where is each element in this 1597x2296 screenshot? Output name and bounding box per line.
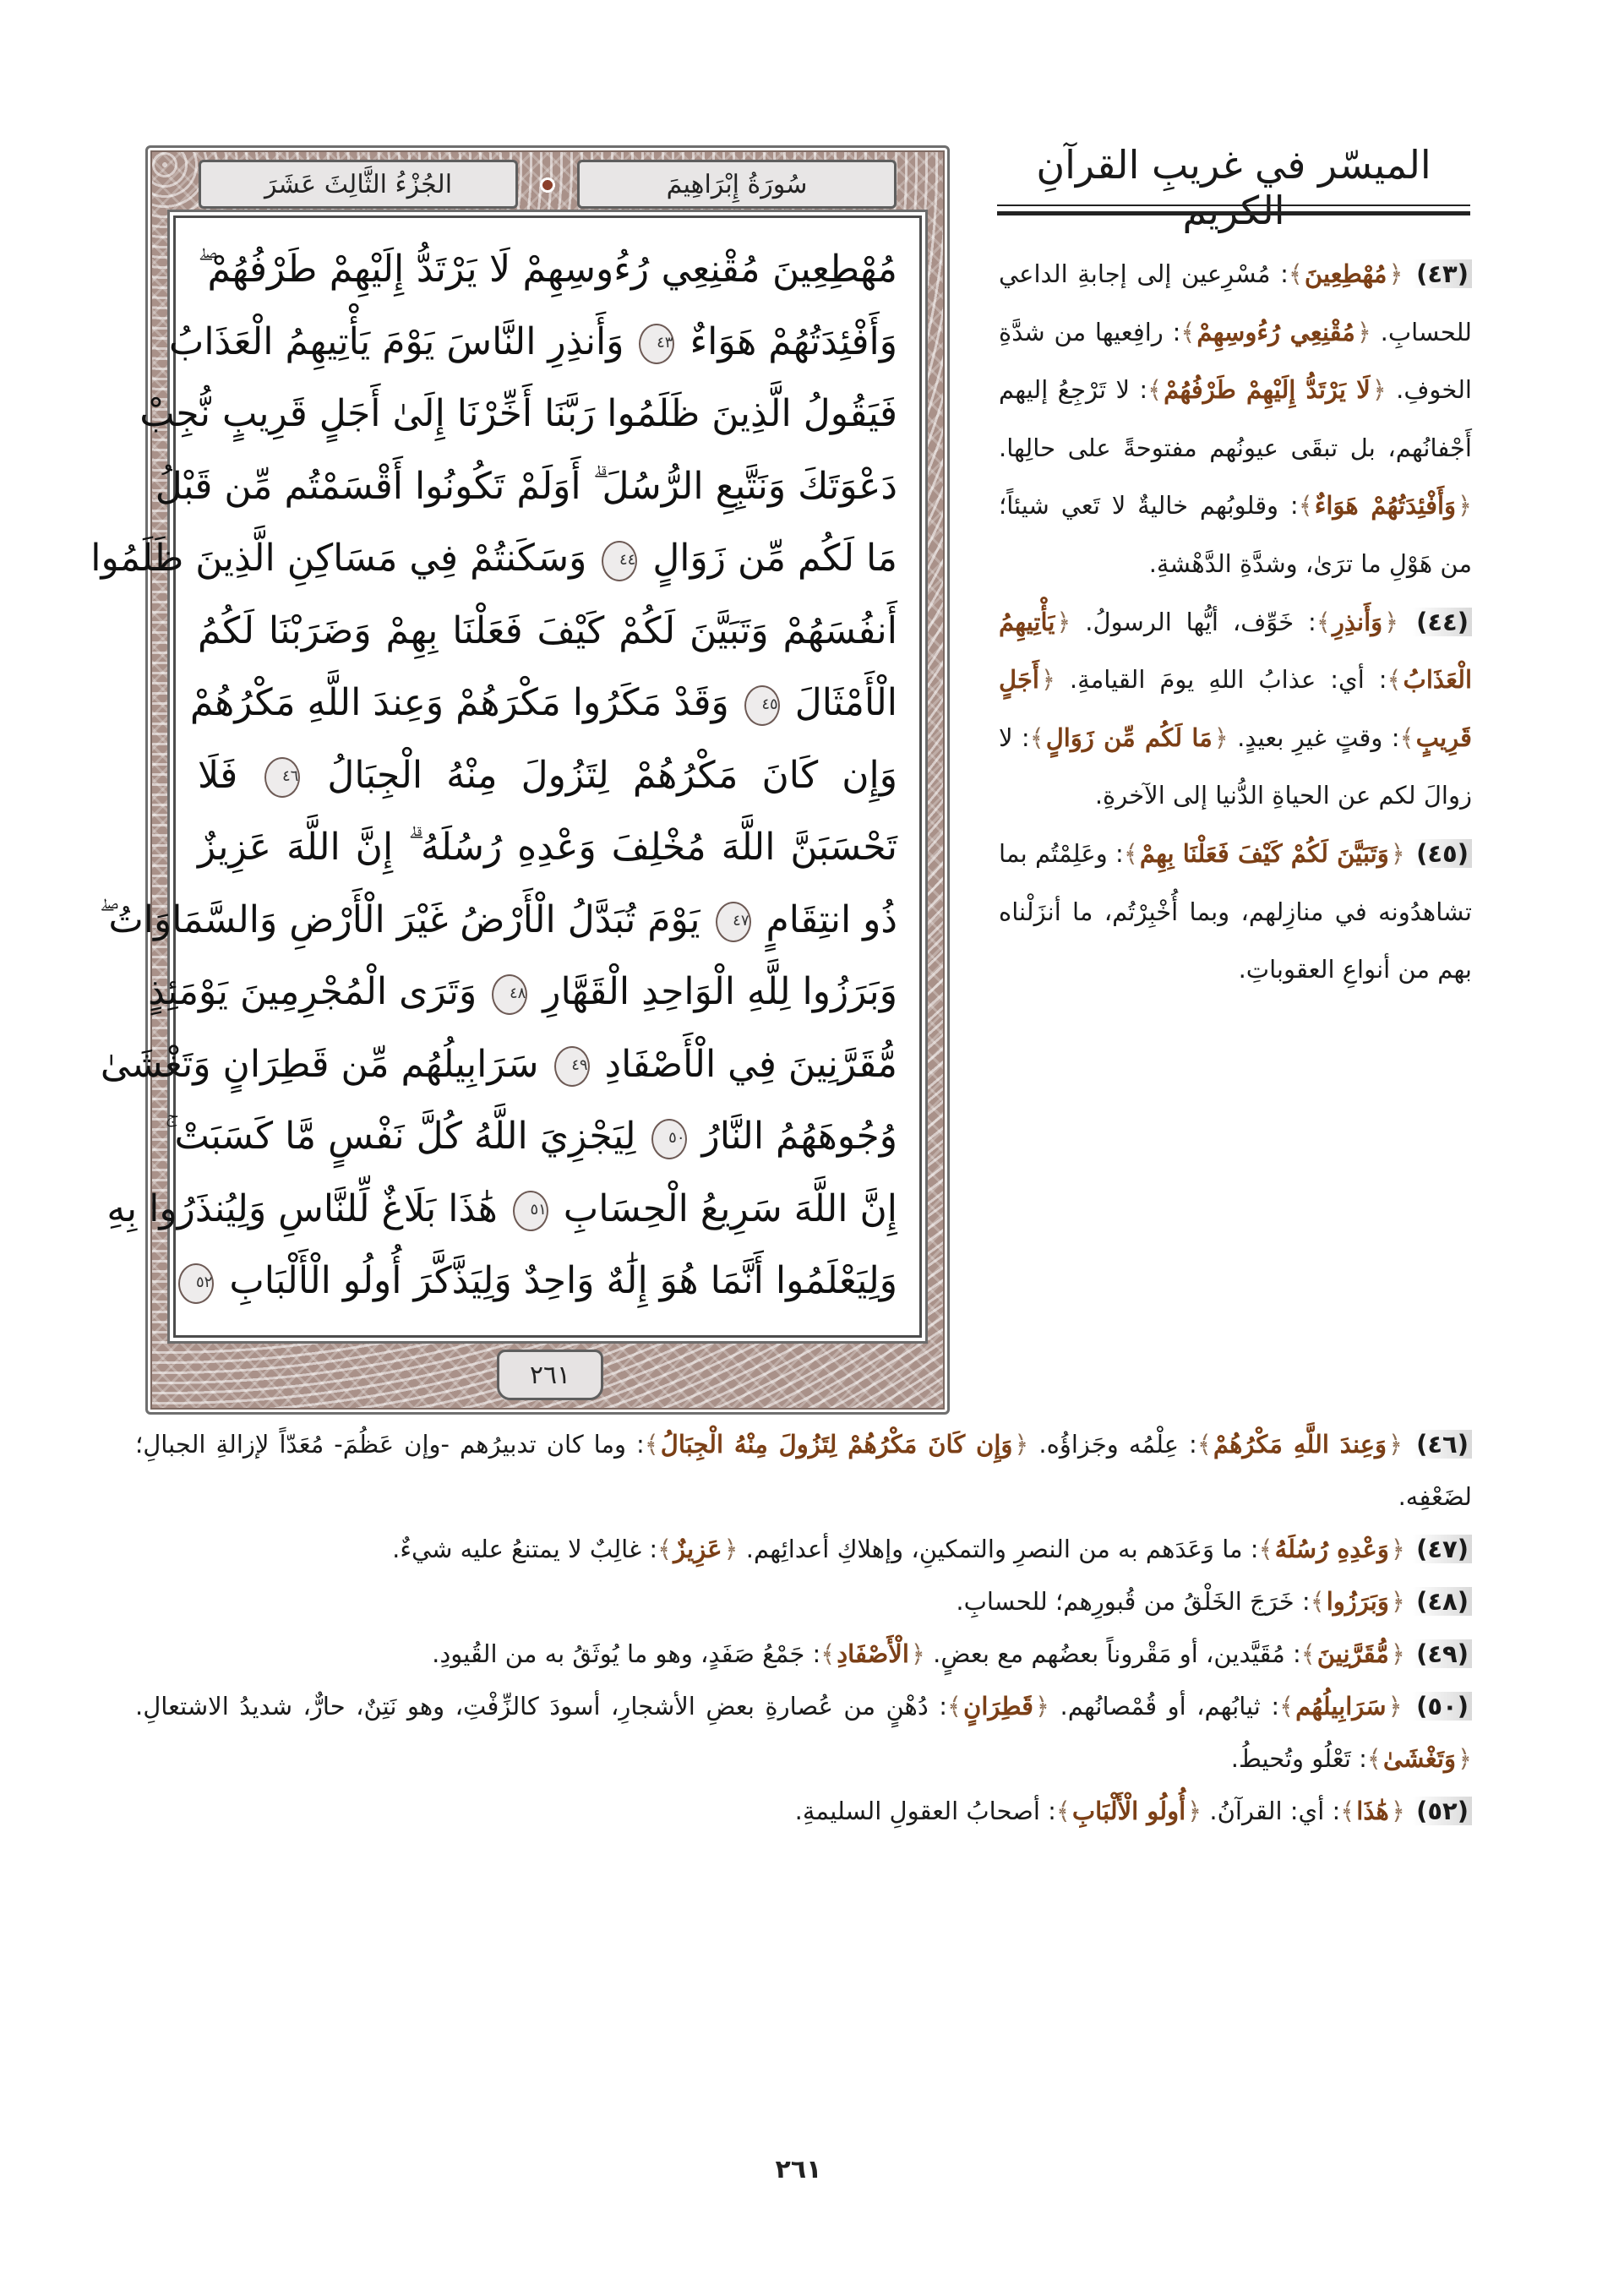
verse-number-badge: (٥٢) <box>1413 1797 1472 1825</box>
gloss-text: : جَمْعُ صَفَدٍ، وهو ما يُوثَقُ به من القُيودِ. <box>432 1639 821 1668</box>
gloss-text: : دُهْنٍ من عُصارةِ بعضِ الأشجارِ، أسودَ كالزِّفْتِ، وهو نَتِنٌ، حارٌّ، شديدُ الاشتعالِ. <box>135 1692 948 1721</box>
frame-page-number: ٢٦١ <box>497 1350 603 1400</box>
ayah-number-marker: ٥١ <box>513 1191 548 1231</box>
verse-text: وَقَدْ مَكَرُوا مَكْرَهُمْ وَعِندَ اللَّهِ مَكْرُهُمْ <box>189 681 741 724</box>
gloss-text: : أي: القرآنُ. <box>1202 1797 1341 1825</box>
quran-line <box>139 378 897 450</box>
quran-line <box>189 667 897 739</box>
gloss-text: : لا زوالَ لكم عن الحياةِ الدُّنيا إلى الآخرةِ. <box>999 723 1472 810</box>
verse-text: وَلِيَعْلَمُوا أَنَّمَا هُوَ إِلَٰهٌ وَاحِدٌ وَلِيَذَّكَّرَ أُولُو الْأَلْبَابِ <box>229 1259 897 1302</box>
quran-term: ﴿ مُقْنِعِي رُءُوسِهِمْ ﴾ <box>1180 318 1371 346</box>
quran-term: ﴿ لَا يَرْتَدُّ إِلَيْهِمْ طَرْفُهُمْ ﴾ <box>1147 375 1387 404</box>
flower-ornament-icon <box>524 166 571 204</box>
verse-text: وَإِن كَانَ مَكْرُهُمْ لِتَزُولَ مِنْهُ الْجِبَالُ <box>327 753 897 797</box>
quran-lines <box>90 218 919 1317</box>
quran-line <box>106 1173 897 1246</box>
notes-side-column <box>999 245 1472 999</box>
gloss-text: : خَوِّف، أيُّها الرسولُ. <box>1071 607 1316 636</box>
verse-text: مُهْطِعِينَ مُقْنِعِي رُءُوسِهِمْ لَا يَرْتَدُّ إِلَيْهِمْ طَرْفُهُمْ ۖ <box>198 248 897 291</box>
gloss-note <box>135 1418 1472 1523</box>
quran-term: ﴿ هَٰذَا ﴾ <box>1340 1797 1405 1825</box>
verse-number-badge: (٥٠) <box>1413 1692 1472 1721</box>
verse-text: مَا لَكُم مِّن زَوَالٍ <box>652 537 897 580</box>
quran-line <box>198 233 897 306</box>
quran-term: ﴿ وَعْدِهِ رُسُلَهُ ﴾ <box>1259 1535 1405 1563</box>
gloss-text: : تَعْلُو وتُحيطُ. <box>1230 1744 1367 1773</box>
quran-term: ﴿ أَجَلٍ قَرِيبٍ ﴾ <box>999 665 1472 752</box>
gloss-text: : غالِبٌ لا يمتنعُ عليه شيءٌ. <box>392 1535 658 1563</box>
verse-text: تَحْسَبَنَّ اللَّهَ مُخْلِفَ وَعْدِهِ رُسُلَهُ ۗ إِنَّ اللَّهَ عَزِيزٌ <box>198 826 897 869</box>
verse-number-badge: (٤٨) <box>1413 1587 1472 1616</box>
gloss-text: : عِلْمُه وجَزاؤُه. <box>1028 1430 1197 1459</box>
quran-term: ﴿ وَتَبَيَّنَ لَكُمْ كَيْفَ فَعَلْنَا بِهِمْ ﴾ <box>1124 839 1405 868</box>
verse-text: وَبَرَزُوا لِلَّهِ الْوَاحِدِ الْقَهَّارِ <box>542 970 897 1013</box>
verse-text: وَأَنذِرِ النَّاسَ يَوْمَ يَأْتِيهِمُ الْعَذَابُ <box>168 319 636 363</box>
quran-line <box>90 522 897 595</box>
verse-text: سَرَابِيلُهُم مِّن قَطِرَانٍ وَتَغْشَىٰ <box>100 1042 551 1086</box>
book-title: الميسّر في غريبِ القرآنِ الكريم <box>1036 142 1431 233</box>
quran-term: ﴿ يَأْتِيهِمُ الْعَذَابُ ﴾ <box>999 608 1472 695</box>
ayah-number-marker: ٥٢ <box>178 1263 214 1304</box>
ayah-number-marker: ٤٧ <box>716 902 751 942</box>
notes-full-width <box>135 1418 1472 1837</box>
gloss-note <box>999 825 1472 999</box>
verse-text: وَأَفْئِدَتُهُمْ هَوَاءٌ <box>689 319 897 363</box>
surah-name: سُورَةُ إِبْرَاهِيمَ <box>577 160 897 209</box>
quran-term: ﴿ وَتَغْشَىٰ ﴾ <box>1367 1744 1472 1773</box>
verse-text: وَتَرَى الْمُجْرِمِينَ يَوْمَئِذٍ <box>148 970 489 1013</box>
ayah-number-marker: ٥٠ <box>651 1119 687 1159</box>
gloss-note <box>135 1680 1472 1785</box>
quran-line <box>165 1100 897 1173</box>
gloss-text: : رافِعيها من شدَّةِ الخوفِ. <box>999 317 1472 405</box>
quran-term: ﴿ وَعِندَ اللَّهِ مَكْرُهُمْ ﴾ <box>1197 1430 1403 1459</box>
quran-text-page <box>90 215 922 1338</box>
gloss-note <box>135 1523 1472 1575</box>
verse-text: إِنَّ اللَّهَ سَرِيعُ الْحِسَابِ <box>563 1186 897 1230</box>
verse-number-badge: (٤٤) <box>1413 608 1472 636</box>
ayah-number-marker: ٤٥ <box>744 685 780 726</box>
gloss-text: : وعَلِمْتُم بما تشاهدُونه في منازِلهم، وبما أُخْبِرْتُم، ما أنزَلْناه بهم من أنواعِ العقوباتِ. <box>999 838 1472 984</box>
juz-name: الجُزْءُ الثَّالِثَ عَشَرَ <box>199 160 518 209</box>
gloss-text: : ما وَعَدَهم به من النصرِ والتمكينِ، وإهلاكِ أعدائِهم. <box>738 1535 1259 1563</box>
gloss-note <box>999 593 1472 825</box>
ayah-number-marker: ٤٩ <box>554 1046 590 1087</box>
quran-term: ﴿ وَإِن كَانَ مَكْرُهُمْ لِتَزُولَ مِنْهُ الْجِبَالُ ﴾ <box>645 1430 1029 1459</box>
ayah-number-marker: ٤٦ <box>264 757 300 798</box>
gloss-text: : خَرَجَ الخَلْقُ من قُبورِهم؛ للحسابِ. <box>956 1587 1311 1616</box>
verse-number-badge: (٤٥) <box>1413 839 1472 868</box>
quran-term: ﴿ وَأَنذِرِ ﴾ <box>1316 608 1398 636</box>
verse-text: ذُو انتِقَامٍ <box>766 897 897 941</box>
quran-term: ﴿ وَبَرَزُوا ﴾ <box>1311 1587 1405 1616</box>
gloss-text: : أي: عذابُ اللهِ يومَ القيامةِ. <box>1055 665 1387 695</box>
page-number: ٢٦١ <box>775 2155 822 2184</box>
gloss-text: : لا تَرْجِعُ إليهم أَجْفانُهم، بل تبقَى عيونُهم مفتوحةً على حالِها. <box>999 375 1472 462</box>
verse-text: وَسَكَنتُمْ فِي مَسَاكِنِ الَّذِينَ ظَلَمُوا <box>90 537 599 580</box>
mushaf-frame <box>90 145 950 1415</box>
quran-line <box>168 306 897 379</box>
verse-text: فَيَقُولُ الَّذِينَ ظَلَمُوا رَبَّنَا أَخِّرْنَا إِلَىٰ أَجَلٍ قَرِيبٍ نُّجِبْ <box>139 392 897 435</box>
verse-text: هَٰذَا بَلَاغٌ لِّلنَّاسِ وَلِيُنذَرُوا بِهِ <box>106 1186 510 1230</box>
ayah-number-marker: ٤٣ <box>639 324 674 364</box>
ayah-number-marker: ٤٤ <box>602 541 637 581</box>
quran-term: ﴿ وَأَفْئِدَتُهُمْ هَوَاءٌ ﴾ <box>1299 491 1472 520</box>
gloss-text: : أصحابُ العقولِ السليمةِ. <box>794 1797 1056 1825</box>
gloss-note <box>999 245 1472 593</box>
quran-line <box>99 884 897 957</box>
verse-text: وُجُوهَهُمُ النَّارُ <box>701 1115 897 1158</box>
verse-number-badge: (٤٧) <box>1413 1535 1472 1563</box>
quran-term: ﴿ سَرَابِيلُهُم ﴾ <box>1279 1692 1402 1721</box>
quran-term: ﴿ عَزِيزٌ ﴾ <box>657 1535 738 1563</box>
quran-term: ﴿ مُّقَرَّنِينَ ﴾ <box>1301 1639 1405 1668</box>
verse-text: أَنفُسَهُمْ وَتَبَيَّنَ لَكُمْ كَيْفَ فَعَلْنَا بِهِمْ وَضَرَبْنَا لَكُمُ <box>198 608 897 652</box>
quran-line <box>198 595 897 668</box>
quran-line <box>155 450 897 523</box>
frame-footer <box>148 1344 947 1404</box>
verse-text: مُّقَرَّنِينَ فِي الْأَصْفَادِ <box>604 1042 897 1086</box>
gloss-text: : وقتٍ غيرِ بعيدٍ. <box>1228 723 1400 752</box>
verse-text: دَعْوَتَكَ وَنَتَّبِعِ الرُّسُلَ ۗ أَوَلَمْ تَكُونُوا أَقْسَمْتُم مِّن قَبْلُ <box>155 464 897 508</box>
gloss-text: : مُقَيَّدين، أو مَقْروناً بعضُهم مع بعضٍ. <box>924 1639 1301 1668</box>
quran-term: ﴿ أُولُو الْأَلْبَابِ ﴾ <box>1056 1797 1202 1825</box>
verse-number-badge: (٤٣) <box>1413 259 1472 288</box>
quran-term: ﴿ قَطِرَانٍ ﴾ <box>947 1692 1049 1721</box>
quran-term: ﴿ مَا لَكُم مِّن زَوَالٍ ﴾ <box>1030 723 1229 752</box>
ayah-number-marker: ٤٨ <box>492 974 527 1015</box>
quran-line <box>195 1245 897 1317</box>
quran-term: ﴿ الْأَصْفَادِ ﴾ <box>820 1639 925 1668</box>
gloss-text: : وقلوبُهم خاليةٌ لا تَعي شيئاً؛ من هَوْلِ ما ترَىٰ، وشدَّةِ الدَّهْشةِ. <box>999 491 1472 578</box>
verse-number-badge: (٤٦) <box>1413 1430 1472 1459</box>
verse-text: يَوْمَ تُبَدَّلُ الْأَرْضُ غَيْرَ الْأَرْضِ وَالسَّمَاوَاتُ ۖ <box>99 897 712 941</box>
gloss-text: : ثيابُهم، أو قُمْصانُهم. <box>1049 1692 1280 1721</box>
verse-number-badge: (٤٩) <box>1413 1639 1472 1668</box>
quran-line <box>198 739 897 812</box>
gloss-text: : وما كان تدبيرُهم -وإن عَظُمَ- مُعَدّاً لإزالةِ الجبالِ؛ لضَعْفِه. <box>135 1430 1472 1511</box>
quran-line <box>198 811 897 884</box>
quran-line <box>148 956 897 1028</box>
title-divider-thick <box>997 211 1470 215</box>
gloss-text: : مُسْرِعين إلى إجابةِ الداعي للحسابِ. <box>999 259 1473 346</box>
verse-text: الْأَمْثَالَ <box>794 681 897 724</box>
gloss-note <box>135 1628 1472 1680</box>
title-divider <box>997 205 1470 206</box>
quran-line <box>100 1028 897 1101</box>
verse-text: فَلَا <box>198 753 262 797</box>
verse-text: لِيَجْزِيَ اللَّهُ كُلَّ نَفْسٍ مَّا كَسَبَتْ ۚ <box>165 1115 648 1158</box>
gloss-note <box>135 1785 1472 1837</box>
quran-term: ﴿ مُهْطِعِينَ ﴾ <box>1289 259 1404 288</box>
gloss-note <box>135 1575 1472 1628</box>
